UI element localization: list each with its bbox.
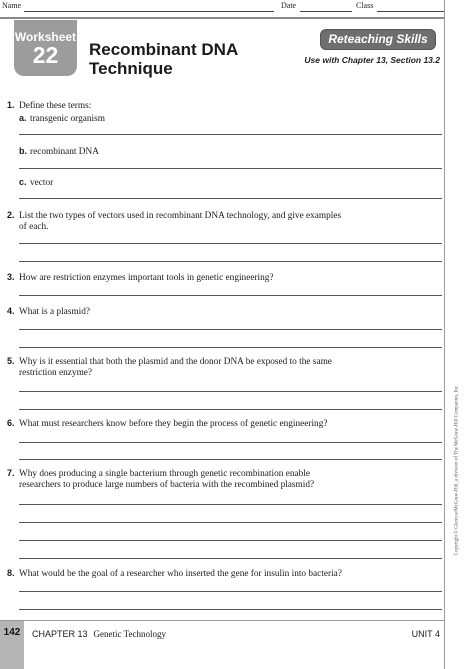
page-title — [89, 40, 289, 78]
answer-line-1c[interactable] — [19, 198, 442, 199]
worksheet-label: Worksheet — [14, 30, 77, 44]
page-number: 142 — [0, 621, 24, 669]
question-number: 6. — [7, 418, 15, 428]
question-text: What must researchers know before they begin the process of genetic engineering? — [19, 419, 328, 429]
answer-line-4a[interactable] — [19, 329, 442, 330]
question-number: 1. — [7, 100, 15, 110]
question-text: What would be the goal of a researcher who inserted the gene for insulin into bacteria? — [19, 569, 342, 579]
answer-line-1b[interactable] — [19, 168, 442, 169]
question-8 — [7, 568, 427, 580]
question-number: 7. — [7, 468, 15, 478]
class-label: Class — [356, 1, 374, 10]
answer-line-4b[interactable] — [19, 347, 442, 348]
question-2 — [7, 210, 427, 233]
reteaching-skills-badge: Reteaching Skills — [320, 29, 436, 50]
title-line-2: Technique — [89, 59, 173, 78]
right-margin-rule — [444, 0, 445, 669]
question-3 — [7, 272, 427, 284]
answer-line-2a[interactable] — [19, 243, 442, 244]
class-line — [377, 11, 444, 12]
question-text: Why does producing a single bacterium through genetic recombination enable — [19, 469, 310, 479]
question-text-cont: restriction enzyme? — [19, 368, 93, 378]
sub-text: recombinant DNA — [30, 147, 99, 157]
sub-letter: a. — [19, 113, 27, 123]
copyright-notice: Copyright © Glencoe/McGraw-Hill, a division of The McGraw-Hill Companies, Inc. — [454, 384, 460, 556]
worksheet-tab — [14, 20, 77, 76]
question-7 — [7, 468, 427, 491]
question-text-cont: of each. — [19, 222, 49, 232]
top-rule — [0, 17, 444, 19]
answer-line-6b[interactable] — [19, 459, 442, 460]
footer-chapter — [32, 629, 166, 639]
question-1a — [19, 113, 439, 125]
date-label: Date — [281, 1, 297, 10]
question-text: How are restriction enzymes important tools in genetic engineering? — [19, 273, 274, 283]
footer-rule — [0, 620, 444, 621]
answer-line-6a[interactable] — [19, 442, 442, 443]
answer-line-3[interactable] — [19, 295, 442, 296]
sub-text: vector — [30, 178, 54, 188]
question-1c — [19, 177, 439, 189]
sub-letter: b. — [19, 146, 27, 156]
question-text: Why is it essential that both the plasmid and the donor DNA be exposed to the same — [19, 357, 332, 367]
answer-line-7a[interactable] — [19, 504, 442, 505]
answer-line-1a[interactable] — [19, 134, 442, 135]
question-1b — [19, 146, 439, 158]
question-6 — [7, 418, 427, 430]
date-line — [300, 11, 352, 12]
chapter-title: Genetic Technology — [93, 629, 166, 639]
title-line-1: Recombinant DNA — [89, 40, 239, 59]
answer-line-8a[interactable] — [19, 591, 442, 592]
answer-line-7d[interactable] — [19, 558, 442, 559]
question-5 — [7, 356, 427, 379]
question-number: 3. — [7, 272, 15, 282]
question-number: 4. — [7, 306, 15, 316]
question-text: Define these terms: — [19, 101, 92, 111]
question-text: What is a plasmid? — [19, 307, 90, 317]
answer-line-7c[interactable] — [19, 540, 442, 541]
name-label: Name — [2, 1, 22, 10]
sub-text: transgenic organism — [30, 114, 105, 124]
question-number: 8. — [7, 568, 15, 578]
answer-line-7b[interactable] — [19, 522, 442, 523]
name-line — [24, 11, 274, 12]
answer-line-2b[interactable] — [19, 261, 442, 262]
question-text: List the two types of vectors used in recombinant DNA technology, and give examples — [19, 211, 342, 221]
question-number: 5. — [7, 356, 15, 366]
worksheet-number: 22 — [32, 42, 59, 68]
question-number: 2. — [7, 210, 15, 220]
question-text-cont: researchers to produce large numbers of bacteria with the recombined plasmid? — [19, 480, 315, 490]
answer-line-5a[interactable] — [19, 391, 442, 392]
question-1 — [7, 100, 427, 112]
sub-letter: c. — [19, 177, 27, 187]
question-4 — [7, 306, 427, 318]
answer-line-8b[interactable] — [19, 609, 442, 610]
use-with-note: Use with Chapter 13, Section 13.2 — [304, 55, 440, 65]
chapter-label: CHAPTER 13 — [32, 629, 88, 639]
answer-line-5b[interactable] — [19, 409, 442, 410]
unit-label: UNIT 4 — [411, 629, 440, 639]
